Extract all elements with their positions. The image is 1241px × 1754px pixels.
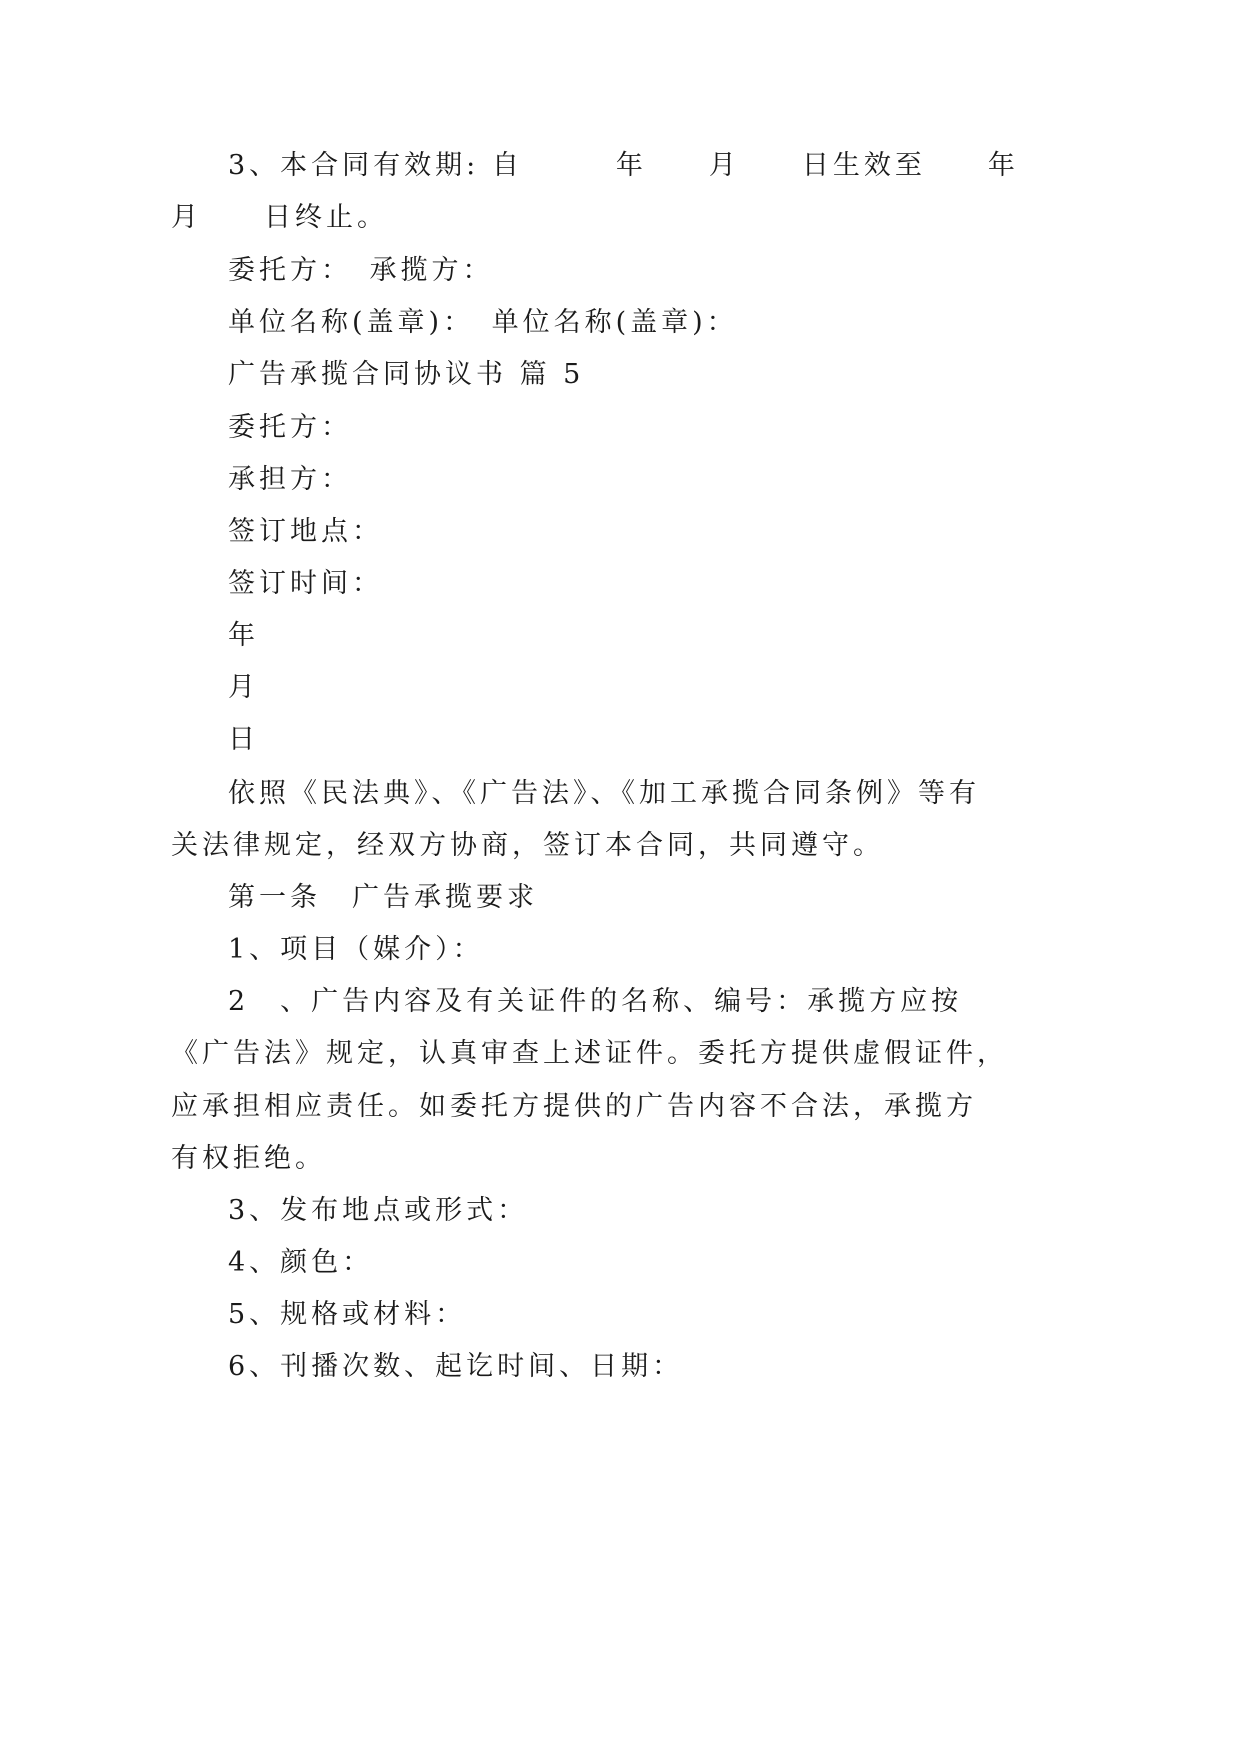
item-2-ad-content: 2 、广告内容及有关证件的名称、编号：承揽方应按	[228, 986, 963, 1017]
unit-name-seal-labels: 单位名称(盖章)： 单位名称(盖章)：	[228, 307, 738, 338]
article-1-heading: 第一条 广告承揽要求	[228, 882, 538, 913]
legal-basis-paragraph: 依照《民法典》、《广告法》、《加工承揽合同条例》等有	[228, 778, 980, 809]
signing-time-label: 签订时间：	[228, 568, 383, 599]
legal-basis-paragraph-cont: 关法律规定，经双方协商，签订本合同，共同遵守。	[171, 830, 884, 861]
month-label: 月	[228, 672, 259, 703]
item-3-location-form: 3、发布地点或形式：	[228, 1195, 529, 1226]
signing-place-label: 签订地点：	[228, 516, 383, 547]
clause-3-validity-period: 3、本合同有效期: 自 年 月 日生效至 年	[228, 150, 1019, 181]
day-label: 日	[228, 724, 259, 755]
item-6-broadcast-schedule: 6、刊播次数、起讫时间、日期：	[228, 1351, 684, 1382]
item-2-ad-content-cont-2: 应承担相应责任。如委托方提供的广告内容不合法，承揽方	[171, 1091, 977, 1122]
year-label: 年	[228, 620, 259, 651]
party-labels: 委托方： 承揽方：	[228, 255, 494, 286]
client-label: 委托方：	[228, 412, 352, 443]
item-2-ad-content-cont-3: 有权拒绝。	[171, 1143, 326, 1174]
item-5-spec-material: 5、规格或材料：	[228, 1299, 467, 1330]
item-1-project-media: 1、项目（媒介）：	[228, 934, 484, 965]
contractor-label: 承担方：	[228, 464, 352, 495]
section-title-part-5: 广告承揽合同协议书 篇 5	[228, 359, 585, 390]
item-4-color: 4、颜色：	[228, 1247, 374, 1278]
item-2-ad-content-cont-1: 《广告法》规定，认真审查上述证件。委托方提供虚假证件，	[171, 1038, 1008, 1069]
clause-3-validity-period-cont: 月 日终止。	[171, 202, 388, 233]
